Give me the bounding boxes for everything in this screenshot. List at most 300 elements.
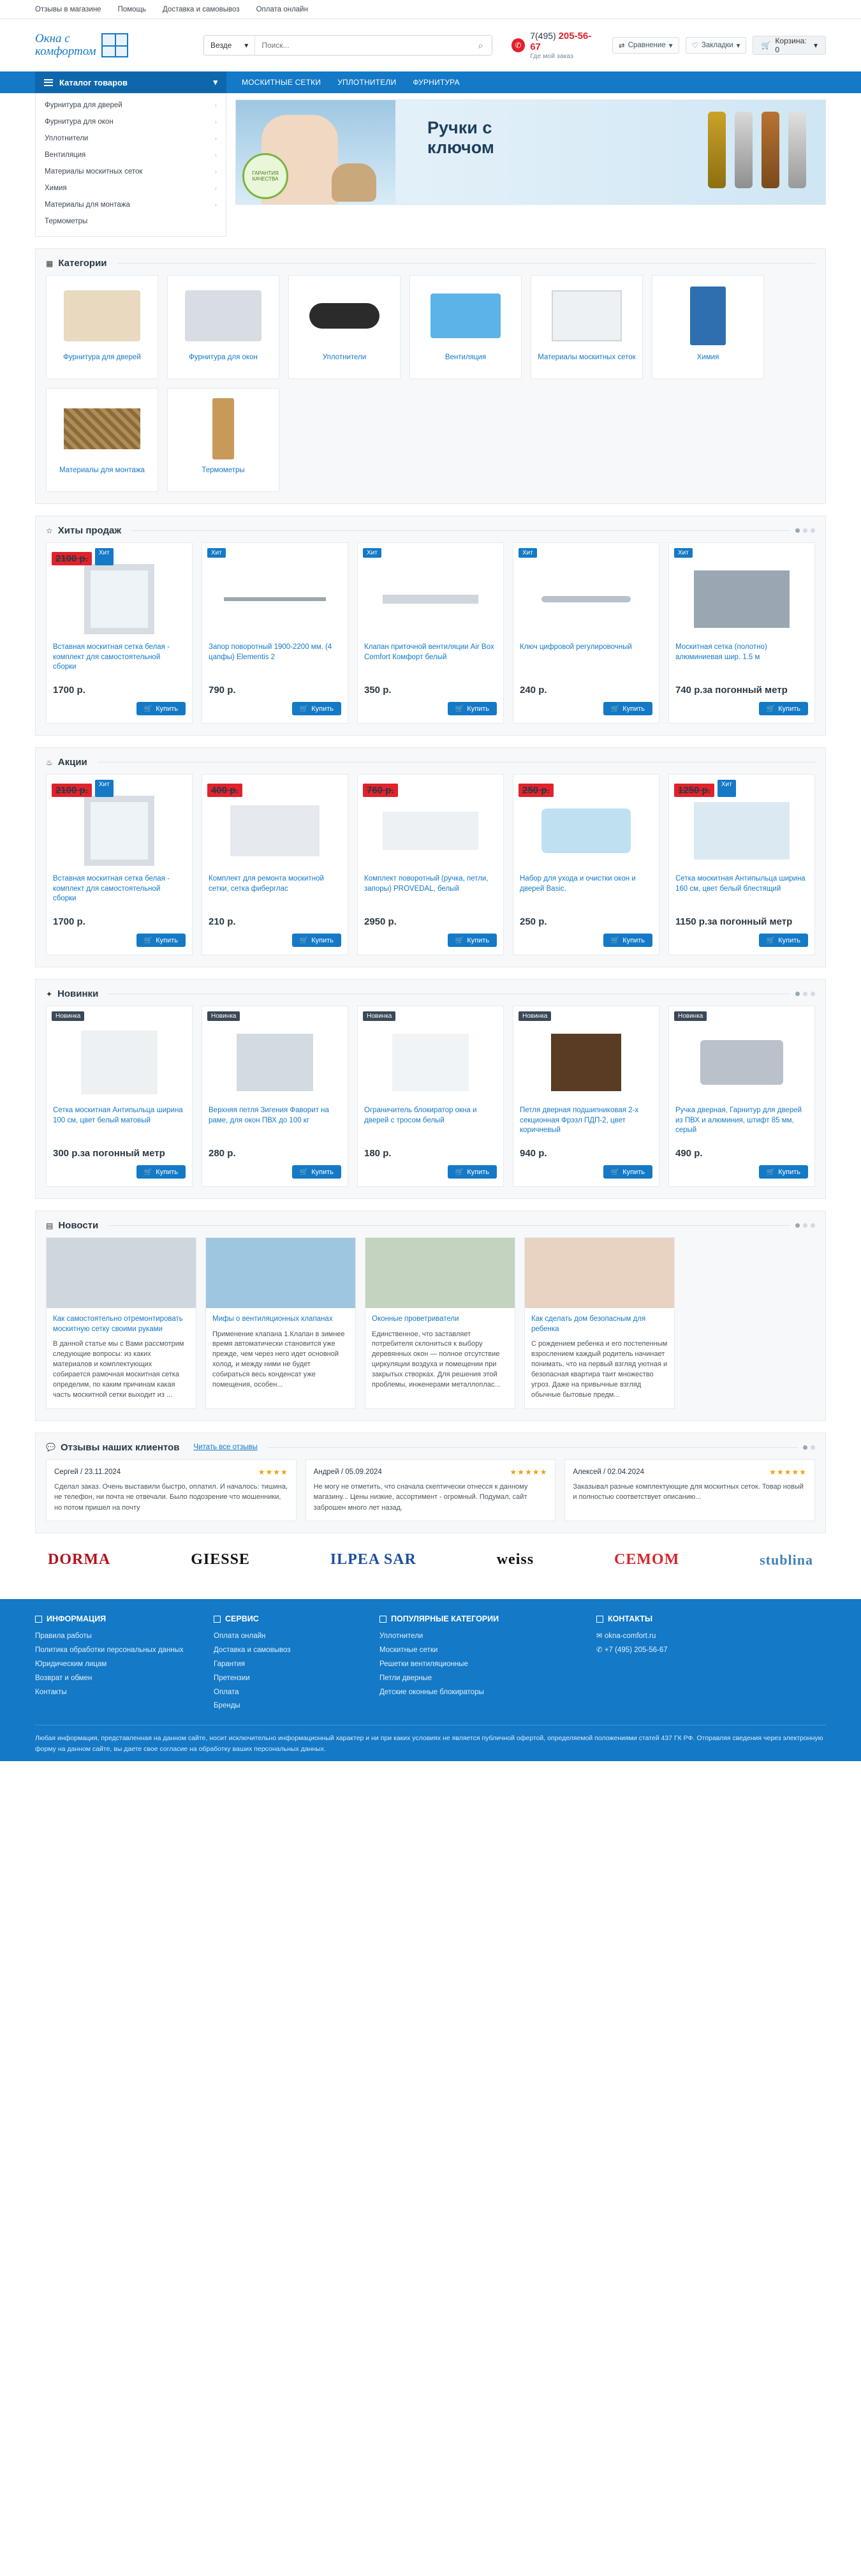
product-image bbox=[53, 561, 186, 637]
cart-icon: 🛒 bbox=[766, 705, 776, 713]
sidebar-item-label: Уплотнители bbox=[45, 135, 89, 142]
buy-button[interactable] bbox=[448, 702, 497, 715]
review-text: Сделал заказ. Очень выставили быстро, оплатил. И началось: тишина, не телефон, ни почта не отвечали. Было подозрение что мошенники, но потом пришел на почту bbox=[54, 1482, 288, 1512]
product-image bbox=[520, 793, 652, 869]
sidebar-item-ventilation[interactable] bbox=[36, 147, 226, 163]
buy-label: Купить bbox=[622, 1168, 645, 1176]
buy-button[interactable] bbox=[136, 934, 186, 947]
categories-title: Категории bbox=[58, 258, 107, 269]
legal-disclaimer: Любая информация, представленная на данном сайте, носит исключительно информационный характер и ни при каких условиях не является публичной офертой, определяемой положениями статей 437 ГК РФ. Отправляя сведения через электронную форму на данном сайте, вы даете свое согласие на обработку ваших персональных данных. bbox=[35, 1725, 826, 1755]
cart-icon: 🛒 bbox=[610, 937, 620, 944]
product-card[interactable] bbox=[513, 542, 659, 724]
product-card[interactable] bbox=[46, 1006, 193, 1187]
novelties-title: Новинки bbox=[57, 988, 99, 999]
buy-button[interactable] bbox=[603, 934, 652, 947]
news-excerpt: Единственное, что заставляет потребителя склониться к выбору деревянных окон — полное отсутствие циркуляции воздуха и помещении при закрытых створках. Для решения этой проблемы, инженерами металлоплас... bbox=[372, 1330, 501, 1389]
search-scope-select[interactable] bbox=[204, 36, 255, 55]
logo[interactable] bbox=[35, 33, 192, 58]
footer-link[interactable]: Оплата онлайн bbox=[214, 1632, 266, 1641]
buy-label: Купить bbox=[778, 1168, 800, 1176]
hits-section bbox=[35, 516, 826, 736]
footer-link[interactable]: Политика обработки персональных данных bbox=[35, 1646, 184, 1654]
footer-link[interactable]: Возврат и обмен bbox=[35, 1674, 92, 1682]
sales-title: Акции bbox=[57, 757, 87, 768]
old-price-badge: 760 р. bbox=[363, 784, 398, 797]
footer-link[interactable]: Гарантия bbox=[214, 1660, 246, 1668]
sidebar-item-label: Материалы для монтажа bbox=[45, 201, 130, 209]
product-name[interactable]: Комплект для ремонта москитной сетки, сетка фиберглас bbox=[209, 875, 324, 893]
banner-title-1: Ручки с bbox=[427, 118, 492, 137]
product-card[interactable] bbox=[513, 774, 659, 955]
chevron-right-icon: › bbox=[214, 184, 217, 192]
category-image bbox=[659, 282, 757, 349]
product-image bbox=[209, 561, 341, 637]
footer-link[interactable]: Претензии bbox=[214, 1674, 250, 1682]
footer-link[interactable]: Детские оконные блокираторы bbox=[379, 1688, 484, 1696]
hit-badge: Хит bbox=[207, 548, 226, 558]
nav-item-mosquito-nets[interactable]: МОСКИТНЫЕ СЕТКИ bbox=[242, 78, 321, 87]
sidebar-item-window-hardware[interactable] bbox=[36, 114, 226, 130]
logo-line-2: комфортом bbox=[35, 45, 96, 58]
site-header bbox=[0, 19, 861, 71]
buy-label: Купить bbox=[622, 936, 645, 944]
category-label: Фурнитура для окон bbox=[189, 354, 258, 361]
buy-button[interactable] bbox=[759, 702, 808, 715]
category-image bbox=[53, 282, 151, 349]
rating-stars: ★★★★ bbox=[258, 1467, 288, 1477]
sidebar-item-label: Химия bbox=[45, 184, 67, 192]
product-price: 940 р. bbox=[520, 1148, 547, 1159]
product-image bbox=[209, 1024, 341, 1101]
footer-link[interactable]: Бренды bbox=[214, 1702, 240, 1710]
product-card[interactable] bbox=[668, 1006, 815, 1187]
new-badge: Новинка bbox=[52, 1011, 84, 1021]
product-name[interactable]: Вставная москитная сетка белая - комплект для самостоятельной сборки bbox=[53, 643, 170, 671]
old-price-badge: 2100 р. bbox=[52, 552, 92, 565]
product-name[interactable]: Ограничитель блокиратор окна и дверей с тросом белый bbox=[364, 1106, 477, 1124]
buy-button[interactable] bbox=[292, 1165, 341, 1179]
product-image bbox=[675, 561, 808, 637]
product-price: 280 р. bbox=[209, 1148, 236, 1159]
reviews-title: Отзывы наших клиентов bbox=[60, 1441, 180, 1453]
chevron-down-icon: ▾ bbox=[213, 77, 217, 87]
cart-icon: 🛒 bbox=[455, 937, 464, 944]
list-icon bbox=[379, 1616, 386, 1623]
news-excerpt: Применение клапана 1.Клапан в зимнее время автоматически становится уже прежде, чем через него идет основной холод, и между ними не будет собираться весь конденсат уже помещения, особен... bbox=[212, 1330, 345, 1389]
brand-logo-cemom[interactable]: CEMOM bbox=[614, 1551, 680, 1568]
category-label: Термометры bbox=[202, 466, 245, 474]
product-card[interactable] bbox=[202, 542, 348, 724]
news-title-text[interactable]: Мифы о вентиляционных клапанах bbox=[212, 1315, 333, 1323]
buy-button[interactable] bbox=[136, 1165, 186, 1179]
category-label: Фурнитура для дверей bbox=[63, 354, 141, 361]
product-price: 300 р.за погонный метр bbox=[53, 1148, 165, 1159]
category-card[interactable] bbox=[167, 275, 279, 379]
cart-icon: 🛒 bbox=[610, 705, 620, 713]
sales-grid bbox=[46, 774, 815, 955]
product-image bbox=[675, 793, 808, 869]
topbar-link-reviews[interactable]: Отзывы в магазине bbox=[35, 6, 101, 13]
cart-icon: 🛒 bbox=[299, 1168, 309, 1176]
product-image bbox=[53, 1024, 186, 1101]
chevron-down-icon: ▾ bbox=[736, 42, 740, 50]
brand-logo-ilpea[interactable]: ILPEA SAR bbox=[330, 1551, 416, 1568]
sidebar-item-mounting-materials[interactable] bbox=[36, 197, 226, 213]
footer-link[interactable]: Решетки вентиляционные bbox=[379, 1660, 468, 1668]
main-nav bbox=[0, 71, 861, 93]
new-badge: Новинка bbox=[519, 1011, 551, 1021]
rating-stars: ★★★★★ bbox=[769, 1467, 807, 1477]
site-footer bbox=[0, 1599, 861, 1761]
phone-block[interactable] bbox=[511, 31, 601, 60]
product-name[interactable]: Сетка москитная Антипыльца ширина 100 см, цвет белый матовый bbox=[53, 1106, 183, 1124]
news-image bbox=[365, 1238, 515, 1308]
product-price: 240 р. bbox=[520, 685, 547, 696]
compare-icon: ⇄ bbox=[619, 42, 625, 50]
hit-badge: Хит bbox=[718, 780, 736, 797]
buy-label: Купить bbox=[467, 1168, 489, 1176]
seal-text: ГАРАНТИЯ КАЧЕСТВА bbox=[252, 170, 279, 182]
product-name[interactable]: Сетка москитная Антипыльца ширина 160 см, цвет белый блестящий bbox=[675, 875, 806, 893]
novelties-grid bbox=[46, 1006, 815, 1187]
cart-icon: 🛒 bbox=[761, 41, 771, 50]
product-price: 1150 р.за погонный метр bbox=[675, 916, 793, 927]
buy-label: Купить bbox=[156, 704, 178, 713]
order-status-link[interactable]: Где мой заказ bbox=[530, 52, 573, 60]
sidebar-item-chemistry[interactable] bbox=[36, 180, 226, 197]
product-name[interactable]: Комплект поворотный (ручка, петли, запоры) PROVEDAL, белый bbox=[364, 875, 489, 893]
cart-icon: 🛒 bbox=[455, 705, 464, 713]
product-name[interactable]: Вставная москитная сетка белая - комплект для самостоятельной сборки bbox=[53, 875, 170, 903]
category-card[interactable] bbox=[652, 275, 764, 379]
old-price-badge: 400 р. bbox=[207, 784, 242, 797]
news-title-text[interactable]: Как самостоятельно отремонтировать москитную сетку своими руками bbox=[53, 1315, 183, 1333]
new-badge: Новинка bbox=[207, 1011, 240, 1021]
product-image bbox=[364, 1024, 497, 1101]
news-title: Новости bbox=[58, 1220, 99, 1231]
topbar-link-delivery[interactable]: Доставка и самовывоз bbox=[163, 6, 240, 13]
chevron-right-icon: › bbox=[214, 201, 217, 209]
sidebar-item-label: Термометры bbox=[45, 218, 88, 225]
category-label: Материалы москитных сеток bbox=[538, 354, 636, 361]
product-price: 180 р. bbox=[364, 1148, 392, 1159]
cart-icon: 🛒 bbox=[610, 1168, 620, 1176]
category-card[interactable] bbox=[288, 275, 401, 379]
hero-row bbox=[35, 93, 826, 237]
sidebar-item-door-hardware[interactable] bbox=[36, 97, 226, 114]
review-author: Алексей / 02.04.2024 bbox=[573, 1468, 644, 1476]
banner-title-2: ключом bbox=[427, 138, 494, 158]
product-image bbox=[675, 1024, 808, 1101]
product-price: 1700 р. bbox=[53, 916, 85, 927]
buy-button[interactable] bbox=[448, 934, 497, 947]
phone-icon: ✆ bbox=[511, 38, 526, 52]
bookmarks-label: Закладки bbox=[701, 41, 733, 49]
footer-link[interactable]: Контакты bbox=[35, 1688, 67, 1696]
category-image bbox=[295, 282, 394, 349]
buy-label: Купить bbox=[311, 936, 334, 944]
cart-button[interactable] bbox=[753, 36, 826, 55]
footer-link[interactable]: Уплотнители bbox=[379, 1632, 423, 1641]
review-card bbox=[46, 1459, 297, 1522]
buy-label: Купить bbox=[622, 704, 645, 713]
footer-link[interactable]: Москитные сетки bbox=[379, 1646, 438, 1654]
footer-column-title: СЕРВИС bbox=[225, 1614, 259, 1624]
brand-logo-dorma[interactable]: DORMA bbox=[48, 1551, 111, 1568]
topbar-link-help[interactable]: Помощь bbox=[117, 6, 147, 13]
product-name[interactable]: Набор для ухода и очистки окон и дверей Basic. bbox=[520, 875, 636, 893]
sparkle-icon: ✦ bbox=[46, 989, 53, 999]
product-name[interactable]: Запор поворотный 1900-2200 мм. (4 цапфы) Elementis 2 bbox=[209, 643, 332, 661]
top-bar bbox=[0, 0, 861, 19]
category-label: Химия bbox=[696, 354, 719, 361]
search-scope-label: Везде bbox=[210, 41, 232, 50]
old-price-badge: 2100 р. bbox=[52, 784, 92, 797]
sidebar-item-label: Фурнитура для окон bbox=[45, 118, 114, 126]
product-card[interactable] bbox=[202, 1006, 348, 1187]
product-name[interactable]: Ключ цифровой регулировочный bbox=[520, 643, 632, 651]
buy-label: Купить bbox=[311, 704, 334, 713]
hits-grid bbox=[46, 542, 815, 724]
old-price-badge: 250 р. bbox=[519, 784, 554, 797]
buy-button[interactable] bbox=[292, 934, 341, 947]
review-card bbox=[564, 1459, 815, 1522]
buy-button[interactable] bbox=[759, 934, 808, 947]
category-card[interactable] bbox=[46, 275, 158, 379]
buy-label: Купить bbox=[156, 1168, 178, 1176]
product-name[interactable]: Ручка дверная, Гарнитур для дверей из ПВХ и алюминия, штифт 85 мм, серый bbox=[675, 1106, 802, 1135]
product-card[interactable] bbox=[668, 542, 815, 724]
product-name[interactable]: Клапан приточной вентиляции Air Box Comfort Комфорт белый bbox=[364, 643, 494, 661]
category-image bbox=[174, 395, 272, 462]
carousel-dots[interactable] bbox=[795, 1223, 815, 1228]
search-bar[interactable] bbox=[203, 35, 492, 56]
product-price: 490 р. bbox=[675, 1148, 703, 1159]
footer-column-categories bbox=[379, 1614, 571, 1713]
catalog-label: Каталог товаров bbox=[59, 77, 128, 87]
review-author: Андрей / 05.09.2024 bbox=[313, 1468, 382, 1476]
buy-label: Купить bbox=[311, 1168, 334, 1176]
buy-button[interactable] bbox=[603, 1165, 652, 1179]
info-icon bbox=[35, 1616, 42, 1623]
news-excerpt: В данной статье мы с Вами рассмотрим следующие вопросы: из каких материалов и комплектующих собирается рамочная москитная сетка определим, по каким причинам какая часть москитной сетки выходит из ... bbox=[53, 1340, 184, 1399]
footer-link[interactable]: Оплата bbox=[214, 1688, 239, 1696]
buy-label: Купить bbox=[467, 936, 489, 944]
handle-images bbox=[708, 112, 806, 188]
all-reviews-link[interactable]: Читать все отзывы bbox=[193, 1443, 258, 1452]
newspaper-icon: ▤ bbox=[46, 1221, 54, 1230]
footer-column-title: ПОПУЛЯРНЫЕ КАТЕГОРИИ bbox=[391, 1614, 499, 1624]
news-card[interactable] bbox=[365, 1237, 515, 1409]
new-badge: Новинка bbox=[363, 1011, 395, 1021]
compare-label: Сравнение bbox=[628, 41, 666, 49]
carousel-dots[interactable] bbox=[795, 528, 815, 533]
search-input[interactable] bbox=[255, 36, 469, 55]
chat-icon: 💬 bbox=[46, 1443, 55, 1452]
chevron-right-icon: › bbox=[214, 135, 217, 142]
hit-badge: Хит bbox=[95, 548, 114, 565]
category-card[interactable] bbox=[167, 388, 279, 492]
buy-button[interactable] bbox=[292, 702, 341, 715]
category-image bbox=[416, 282, 515, 349]
product-image bbox=[364, 561, 497, 637]
buy-label: Купить bbox=[156, 936, 178, 944]
footer-column-contacts bbox=[596, 1614, 668, 1713]
buy-button[interactable] bbox=[759, 1165, 808, 1179]
category-label: Уплотнители bbox=[322, 354, 367, 361]
news-card[interactable] bbox=[46, 1237, 196, 1409]
news-card[interactable] bbox=[524, 1237, 675, 1409]
carousel-dots[interactable] bbox=[803, 1445, 815, 1450]
novelties-section bbox=[35, 979, 826, 1199]
product-card[interactable] bbox=[357, 542, 504, 724]
categories-section bbox=[35, 248, 826, 504]
chevron-right-icon: › bbox=[214, 118, 217, 126]
product-image bbox=[520, 1024, 652, 1101]
footer-link[interactable]: Юридическим лицам bbox=[35, 1660, 107, 1668]
brand-logo-stublina[interactable]: stublina bbox=[760, 1551, 813, 1568]
heart-icon: ♡ bbox=[691, 42, 698, 50]
carousel-dots[interactable] bbox=[795, 992, 815, 996]
product-card[interactable] bbox=[513, 1006, 659, 1187]
footer-column-service bbox=[214, 1614, 354, 1713]
sidebar-item-label: Вентиляция bbox=[45, 151, 86, 159]
product-price: 250 р. bbox=[520, 916, 547, 927]
phone-icon: ✆ bbox=[596, 1646, 603, 1654]
cart-icon: 🛒 bbox=[144, 705, 153, 713]
footer-phone[interactable]: ✆ +7 (495) 205-56-67 bbox=[596, 1646, 668, 1654]
buy-label: Купить bbox=[778, 704, 800, 713]
gear-icon bbox=[214, 1616, 221, 1623]
news-title-text[interactable]: Оконные проветриватели bbox=[372, 1315, 459, 1323]
search-icon[interactable]: ⌕ bbox=[478, 40, 483, 50]
brand-logo-weiss[interactable]: weiss bbox=[496, 1551, 534, 1568]
cart-icon: 🛒 bbox=[455, 1168, 464, 1176]
category-card[interactable] bbox=[531, 275, 643, 379]
catalog-button[interactable] bbox=[35, 71, 226, 93]
product-card[interactable] bbox=[668, 774, 815, 955]
category-image bbox=[538, 282, 636, 349]
product-card[interactable] bbox=[46, 542, 193, 724]
category-label: Материалы для монтажа bbox=[59, 466, 145, 474]
news-card[interactable] bbox=[205, 1237, 356, 1409]
product-card[interactable] bbox=[46, 774, 193, 955]
mail-icon: ✉ bbox=[596, 1632, 603, 1641]
product-price: 210 р. bbox=[209, 916, 236, 927]
buy-button[interactable] bbox=[136, 702, 186, 715]
buy-button[interactable] bbox=[448, 1165, 497, 1179]
cart-icon: 🛒 bbox=[766, 937, 776, 944]
nav-item-hardware[interactable]: ФУРНИТУРА bbox=[413, 78, 460, 87]
old-price-badge: 1250 р. bbox=[674, 784, 714, 797]
compare-button[interactable] bbox=[612, 37, 679, 54]
footer-link[interactable]: Доставка и самовывоз bbox=[214, 1646, 291, 1654]
product-card[interactable] bbox=[357, 1006, 504, 1187]
product-image bbox=[53, 793, 186, 869]
cart-icon: 🛒 bbox=[299, 705, 309, 713]
buy-label: Купить bbox=[778, 936, 800, 944]
footer-column-title: ИНФОРМАЦИЯ bbox=[47, 1614, 107, 1624]
logo-line-1: Окна с bbox=[35, 32, 70, 46]
phone-number: 205-56-67 bbox=[530, 31, 592, 52]
product-image bbox=[364, 793, 497, 869]
news-title-text[interactable]: Как сделать дом безопасным для ребенка bbox=[531, 1315, 646, 1333]
product-image bbox=[520, 561, 652, 637]
phone-icon bbox=[596, 1616, 603, 1623]
promo-banner[interactable] bbox=[235, 100, 826, 205]
star-icon: ☆ bbox=[46, 526, 53, 535]
product-name[interactable]: Москитная сетка (полотно) алюминиевая шир. 1.5 м bbox=[675, 643, 767, 661]
review-card bbox=[305, 1459, 556, 1522]
product-price: 1700 р. bbox=[53, 685, 85, 696]
nav-item-seals[interactable]: УПЛОТНИТЕЛИ bbox=[337, 78, 397, 87]
cart-icon: 🛒 bbox=[299, 937, 309, 944]
footer-link[interactable]: Петли дверные bbox=[379, 1674, 432, 1682]
grid-icon: ▦ bbox=[46, 258, 54, 268]
phone-code: 7(495) bbox=[530, 31, 556, 41]
sidebar-item-label: Фурнитура для дверей bbox=[45, 101, 122, 109]
topbar-link-payment[interactable]: Оплата онлайн bbox=[256, 6, 308, 13]
sidebar-item-label: Материалы москитных сеток bbox=[45, 168, 143, 175]
chevron-right-icon: › bbox=[214, 168, 217, 175]
cart-icon: 🛒 bbox=[766, 1168, 776, 1176]
hit-badge: Хит bbox=[519, 548, 537, 558]
category-card[interactable] bbox=[46, 388, 158, 492]
sidebar-item-net-materials[interactable] bbox=[36, 163, 226, 180]
sidebar-item-thermometers[interactable] bbox=[36, 213, 226, 230]
chevron-down-icon: ▾ bbox=[244, 41, 249, 50]
footer-column-title: КОНТАКТЫ bbox=[608, 1614, 653, 1624]
product-name[interactable]: Петля дверная подшипниковая 2-х секционная Фрэзл ПДП-2, цвет коричневый bbox=[520, 1106, 639, 1135]
product-image bbox=[209, 793, 341, 869]
sidebar-item-seals[interactable] bbox=[36, 130, 226, 147]
news-excerpt: С рождением ребенка и его постепенным взрослением каждый родитель начинает понимать, что на первый взгляд уютная и безопасная квартира таит множество угроз. Даже на привычные взгляд обычные бытовые предм... bbox=[531, 1340, 668, 1399]
category-image bbox=[174, 282, 272, 349]
cart-label: Корзина: 0 bbox=[775, 36, 807, 54]
reviews-section bbox=[35, 1433, 826, 1534]
category-label: Вентиляция bbox=[445, 354, 487, 361]
review-text: Заказывал разные комплектующие для москитных сеток. Товар новый и полностью соответствует описанию... bbox=[573, 1482, 804, 1501]
product-name[interactable]: Верхняя петля Зигения Фаворит на раме, для окон ПВХ до 100 кг bbox=[209, 1106, 329, 1124]
product-price: 790 р. bbox=[209, 685, 236, 696]
cart-icon: 🛒 bbox=[144, 1168, 153, 1176]
category-card[interactable] bbox=[409, 275, 522, 379]
brand-logo-giesse[interactable]: GIESSE bbox=[191, 1551, 250, 1568]
fire-icon: ♨ bbox=[46, 757, 53, 767]
footer-email[interactable]: ✉ okna-comfort.ru bbox=[596, 1632, 656, 1641]
product-price: 740 р.за погонный метр bbox=[675, 685, 788, 696]
footer-column-info bbox=[35, 1614, 188, 1713]
cart-icon: 🛒 bbox=[144, 937, 153, 944]
footer-link[interactable]: Правила работы bbox=[35, 1632, 92, 1641]
dog-figure bbox=[332, 163, 376, 202]
news-image bbox=[525, 1238, 674, 1308]
product-card[interactable] bbox=[202, 774, 348, 955]
buy-button[interactable] bbox=[603, 702, 652, 715]
news-image bbox=[206, 1238, 355, 1308]
product-price: 2950 р. bbox=[364, 916, 397, 927]
product-card[interactable] bbox=[357, 774, 504, 955]
burger-icon bbox=[44, 77, 53, 87]
buy-label: Купить bbox=[467, 704, 489, 713]
hit-badge: Хит bbox=[674, 548, 693, 558]
bookmarks-button[interactable] bbox=[686, 37, 747, 54]
rating-stars: ★★★★★ bbox=[510, 1467, 548, 1477]
window-icon bbox=[101, 33, 128, 57]
review-author: Сергей / 23.11.2024 bbox=[54, 1468, 121, 1476]
chevron-down-icon: ▾ bbox=[668, 42, 673, 50]
chevron-right-icon: › bbox=[214, 101, 217, 109]
